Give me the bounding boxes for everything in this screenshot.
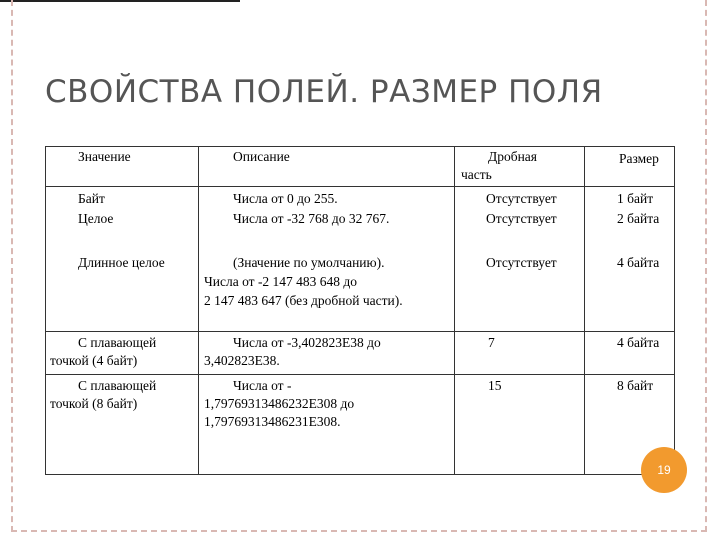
row-long-desc-line3: 2 147 483 647 (без дробной части). bbox=[204, 293, 403, 308]
table-row-divider bbox=[45, 331, 675, 332]
row-long-fraction: Отсутствует bbox=[486, 255, 557, 270]
table-border-top bbox=[45, 146, 675, 147]
row-single-fraction: 7 bbox=[488, 335, 495, 350]
row-double-fraction: 15 bbox=[488, 378, 502, 393]
header-size: Размер bbox=[619, 151, 659, 166]
table-column-divider bbox=[454, 146, 455, 475]
table-border-left bbox=[45, 146, 46, 475]
row-int-value: Целое bbox=[78, 211, 114, 226]
row-long-value: Длинное целое bbox=[78, 255, 165, 270]
header-description: Описание bbox=[233, 149, 290, 164]
table-border-bottom bbox=[45, 474, 675, 475]
row-int-fraction: Отсутствует bbox=[486, 211, 557, 226]
table-row-divider bbox=[45, 374, 675, 375]
row-single-value-line1: С плавающей bbox=[78, 335, 157, 350]
row-double-desc-line1: Числа от - bbox=[233, 378, 292, 393]
row-single-size: 4 байта bbox=[617, 335, 660, 350]
row-long-desc-line1: (Значение по умолчанию). bbox=[233, 255, 385, 270]
row-int-desc: Числа от -32 768 до 32 767. bbox=[233, 211, 390, 226]
row-single-value-line2: точкой (4 байт) bbox=[50, 353, 138, 368]
row-long-desc-line2: Числа от -2 147 483 648 до bbox=[204, 274, 358, 289]
table-column-divider bbox=[584, 146, 585, 475]
row-byte-fraction: Отсутствует bbox=[486, 191, 557, 206]
row-double-desc-line3: 1,79769313486231E308. bbox=[204, 414, 341, 429]
header-fraction-line2: часть bbox=[461, 167, 492, 182]
row-double-desc-line2: 1,79769313486232E308 до bbox=[204, 396, 355, 411]
row-single-desc-line2: 3,402823E38. bbox=[204, 353, 280, 368]
header-value: Значение bbox=[78, 149, 131, 164]
row-byte-size: 1 байт bbox=[617, 191, 654, 206]
row-byte-desc: Числа от 0 до 255. bbox=[233, 191, 338, 206]
table-border-right bbox=[674, 146, 675, 475]
header-fraction-line1: Дробная bbox=[488, 149, 538, 164]
row-double-size: 8 байт bbox=[617, 378, 654, 393]
slide-title: СВОЙСТВА ПОЛЕЙ. РАЗМЕР ПОЛЯ bbox=[45, 74, 603, 110]
table-column-divider bbox=[198, 146, 199, 475]
page-number-badge: 19 bbox=[641, 447, 687, 493]
row-int-size: 2 байта bbox=[617, 211, 660, 226]
table-row-divider bbox=[45, 186, 675, 187]
row-double-value-line1: С плавающей bbox=[78, 378, 157, 393]
row-single-desc-line1: Числа от -3,402823E38 до bbox=[233, 335, 381, 350]
row-long-size: 4 байта bbox=[617, 255, 660, 270]
row-double-value-line2: точкой (8 байт) bbox=[50, 396, 138, 411]
row-byte-value: Байт bbox=[78, 191, 105, 206]
